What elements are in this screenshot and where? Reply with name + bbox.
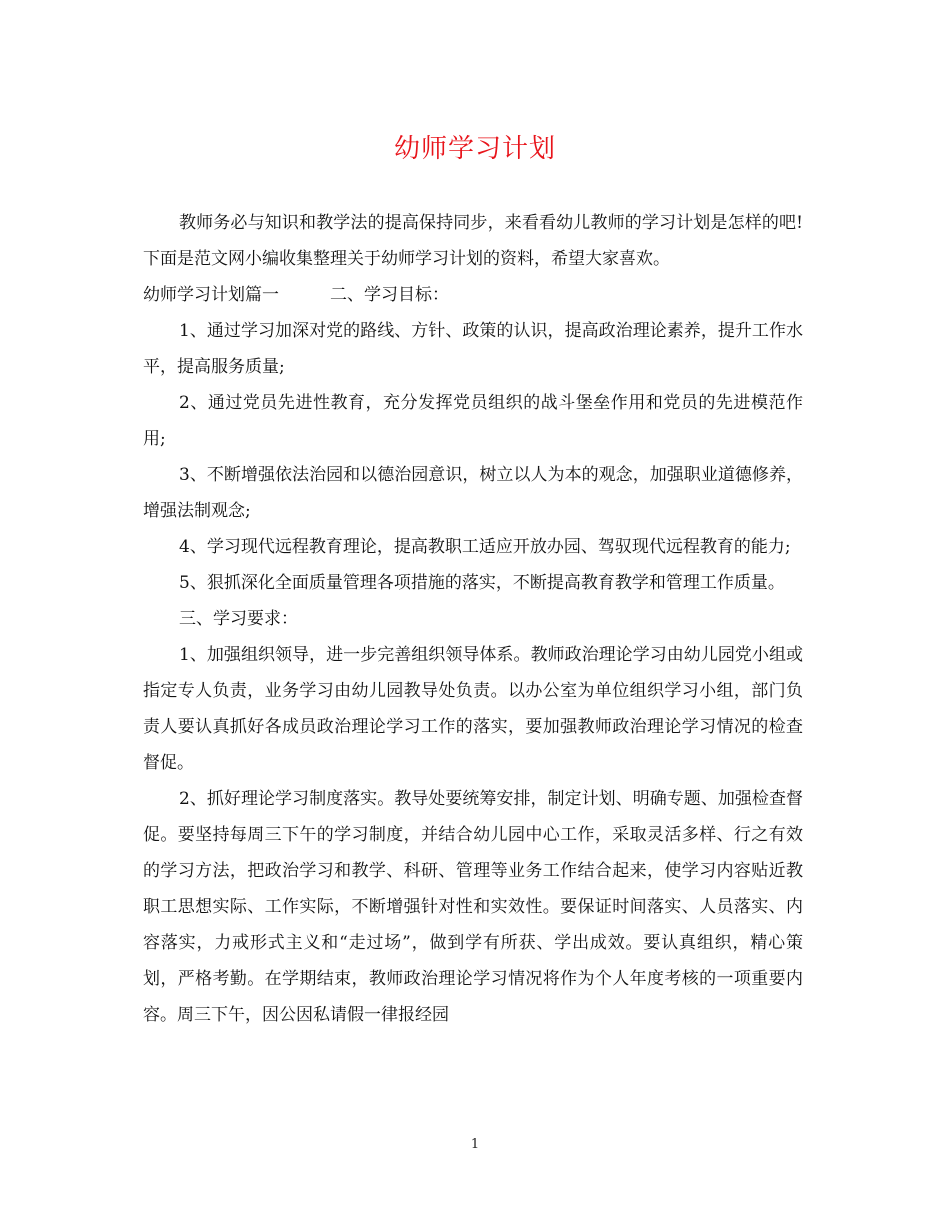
goal-item-4: 4、学习现代远程教育理论，提高教职工适应开放办园、驾驭现代远程教育的能力;: [179, 537, 791, 557]
goal-item-2: 2、通过党员先进性教育，充分发挥党员组织的战斗堡垒作用和党员的先进模范作用;: [143, 393, 803, 449]
intro-paragraph: 教师务必与知识和教学法的提高保持同步，来看看幼儿教师的学习计划是怎样的吧!下面是范文网小编收集整理关于幼师学习计划的资料，希望大家喜欢。: [143, 213, 803, 269]
page-number: 1: [470, 1137, 480, 1152]
goal-item-1: 1、通过学习加深对党的路线、方针、政策的认识，提高政治理论素养，提升工作水平，提高服务质量;: [143, 321, 803, 377]
document-body: [143, 205, 803, 1033]
goal-item-5: 5、狠抓深化全面质量管理各项措施的落实，不断提高教育教学和管理工作质量。: [179, 573, 785, 593]
goal-item-3: 3、不断增强依法治园和以德治园意识，树立以人为本的观念，加强职业道德修养，增强法制观念;: [143, 465, 803, 521]
section-heading-goals: 幼师学习计划篇一 二、学习目标：: [143, 285, 449, 305]
document-title: 幼师学习计划: [393, 134, 556, 164]
requirement-item-1: 1、加强组织领导，进一步完善组织领导体系。教师政治理论学习由幼儿园党小组或指定专人负责，业务学习由幼儿园教导处负责。以办公室为单位组织学习小组，部门负责人要认真抓好各成员政治理论学习工作的落实，要加强教师政治理论学习情况的检查督促。: [143, 645, 803, 773]
section-heading-requirements: 三、学习要求：: [179, 609, 298, 629]
requirement-item-2: 2、抓好理论学习制度落实。教导处要统筹安排，制定计划、明确专题、加强检查督促。要坚持每周三下午的学习制度，并结合幼儿园中心工作，采取灵活多样、行之有效的学习方法，把政治学习和教学、科研、管理等业务工作结合起来，使学习内容贴近教职工思想实际、工作实际，不断增强针对性和实效性。要保证时间落实、人员落实、内容落实，力戒形式主义和“走过场”，做到学有所获、学出成效。要认真组织，精心策划，严格考勤。在学期结束，教师政治理论学习情况将作为个人年度考核的一项重要内容。周三下午，因公因私请假一律报经园: [143, 789, 803, 1025]
